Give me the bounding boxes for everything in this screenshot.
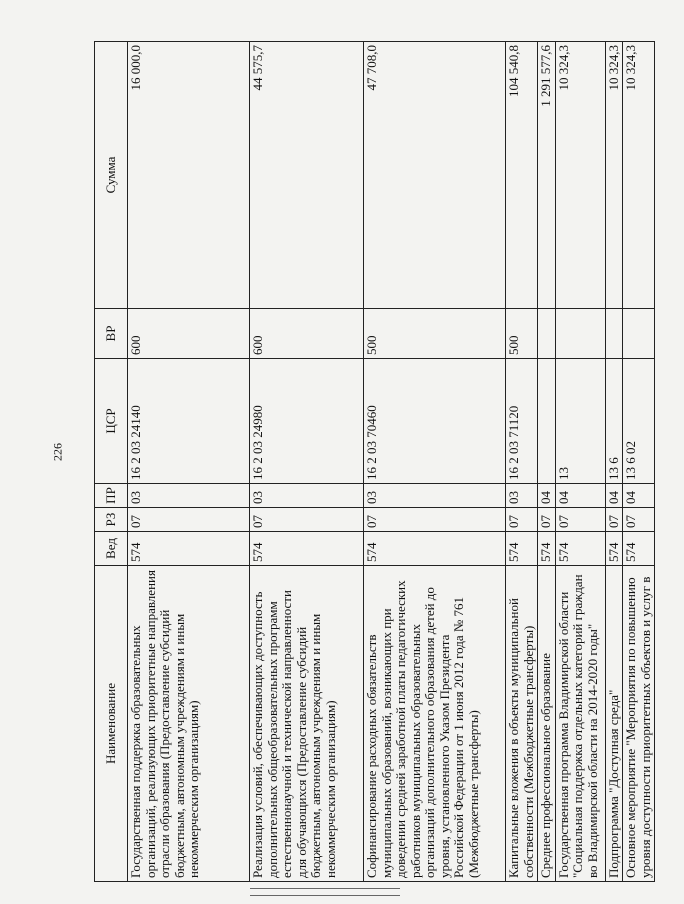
table-row	[605, 42, 623, 882]
cell-vr	[605, 309, 623, 359]
cell-ved: 574	[506, 532, 538, 566]
cell-pr: 03	[250, 484, 364, 508]
cell-ved: 574	[555, 532, 605, 566]
header-sum: Сумма	[95, 42, 128, 309]
cell-name: Софинансирование расходных обязательств муниципальных образований, возникающих при доведении средней заработной платы педагогических работников муниципальных образовательных организаций дополнительного образования детей до уровня, установленного Указом Президента Российской Федерации от 1 июня 2012 года № 761 (Межбюджетные трансферты)	[364, 566, 506, 882]
cell-vr: 600	[250, 309, 364, 359]
cell-rz: 07	[538, 508, 556, 532]
table-row	[623, 42, 655, 882]
cell-csr	[538, 359, 556, 484]
scan-edge-lines	[250, 888, 400, 896]
cell-ved: 574	[364, 532, 506, 566]
cell-name: Государственная поддержка образовательных организаций, реализующих приоритетные направления отрасли образования (Предоставление субсидий бюджетным, автономным учреждениям и иным некоммерческим организациям)	[128, 566, 250, 882]
cell-pr: 04	[555, 484, 605, 508]
cell-name: Государственная программа Владимирской области "Социальная поддержка отдельных категорий граждан во Владимирской области на 2014-2020 годы"	[555, 566, 605, 882]
cell-name: Реализация условий, обеспечивающих доступность дополнительных общеобразовательных программ естественнонаучной и технической направленности для обучающихся (Предоставление субсидий бюджетным, автономным учреждениям и иным некоммерческим организациям)	[250, 566, 364, 882]
cell-csr: 13	[555, 359, 605, 484]
cell-name: Капитальные вложения в объекты муниципальной собственности (Межбюджетные трансферты)	[506, 566, 538, 882]
cell-ved: 574	[250, 532, 364, 566]
cell-vr: 500	[506, 309, 538, 359]
cell-csr: 16 2 03 24140	[128, 359, 250, 484]
cell-rz: 07	[506, 508, 538, 532]
table-row	[538, 42, 556, 882]
cell-rz: 07	[250, 508, 364, 532]
cell-rz: 07	[555, 508, 605, 532]
cell-vr	[555, 309, 605, 359]
cell-csr: 13 6	[605, 359, 623, 484]
cell-sum: 104 540,8	[506, 42, 538, 309]
cell-sum: 10 324,3	[605, 42, 623, 309]
cell-pr: 03	[364, 484, 506, 508]
budget-table	[94, 41, 655, 882]
rotated-page	[94, 42, 684, 882]
cell-pr: 03	[506, 484, 538, 508]
cell-sum: 47 708,0	[364, 42, 506, 309]
cell-rz: 07	[623, 508, 655, 532]
cell-rz: 07	[605, 508, 623, 532]
cell-csr: 13 6 02	[623, 359, 655, 484]
table-header-row	[95, 42, 128, 882]
cell-sum: 10 324,3	[555, 42, 605, 309]
cell-name: Среднее профессиональное образование	[538, 566, 556, 882]
header-csr: ЦСР	[95, 359, 128, 484]
cell-pr: 03	[128, 484, 250, 508]
cell-sum: 44 575,7	[250, 42, 364, 309]
cell-ved: 574	[623, 532, 655, 566]
header-ved: Вед	[95, 532, 128, 566]
cell-rz: 07	[128, 508, 250, 532]
cell-csr: 16 2 03 70460	[364, 359, 506, 484]
cell-name: Подпрограмма "Доступная среда"	[605, 566, 623, 882]
cell-pr: 04	[538, 484, 556, 508]
cell-csr: 16 2 03 71120	[506, 359, 538, 484]
table-row	[128, 42, 250, 882]
cell-pr: 04	[623, 484, 655, 508]
cell-vr	[538, 309, 556, 359]
cell-vr: 500	[364, 309, 506, 359]
cell-ved: 574	[128, 532, 250, 566]
table-row	[506, 42, 538, 882]
cell-rz: 07	[364, 508, 506, 532]
header-rz: РЗ	[95, 508, 128, 532]
cell-ved: 574	[605, 532, 623, 566]
cell-name: Основное мероприятие "Мероприятия по повышению уровня доступности приоритетных объектов и услуг в	[623, 566, 655, 882]
table-row	[555, 42, 605, 882]
cell-sum: 10 324,3	[623, 42, 655, 309]
header-vr: ВР	[95, 309, 128, 359]
cell-vr: 600	[128, 309, 250, 359]
cell-sum: 1 291 577,6	[538, 42, 556, 309]
cell-vr	[623, 309, 655, 359]
table-row	[364, 42, 506, 882]
page-number: 226	[50, 443, 65, 461]
table-row	[250, 42, 364, 882]
cell-pr: 04	[605, 484, 623, 508]
cell-ved: 574	[538, 532, 556, 566]
cell-csr: 16 2 03 24980	[250, 359, 364, 484]
header-pr: ПР	[95, 484, 128, 508]
cell-sum: 16 000,0	[128, 42, 250, 309]
header-name: Наименование	[95, 566, 128, 882]
